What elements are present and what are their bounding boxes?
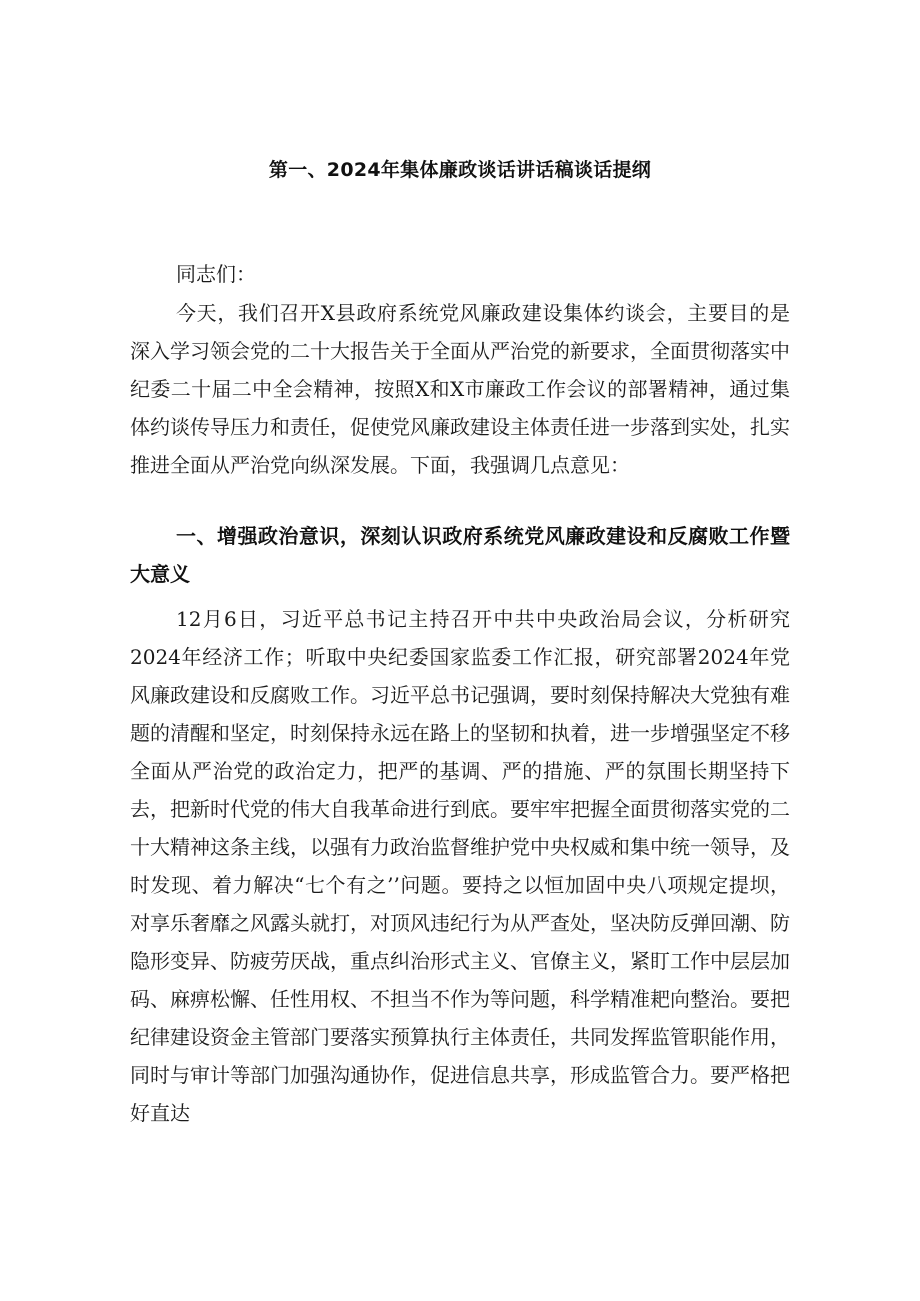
document-title: 第一、2024年集体廉政谈话讲话稿谈话提纲 xyxy=(268,159,652,181)
paragraph-opening: 今天，我们召开X县政府系统党风廉政建设集体约谈会，主要目的是深入学习领会党的二十大报告关于全面从严治党的新要求，全面贯彻落实中纪委二十届二中全会精神，按照X和X市廉政工作会议的部署精神，通过集体约谈传导压力和责任，促使党风廉政建设主体责任进一步落到实处，扎实推进全面从严治党向纵深发展。下面，我强调几点意见： xyxy=(130,301,790,477)
salutation: 同志们： xyxy=(176,262,256,286)
paragraph-body: 12月6日，习近平总书记主持召开中共中央政治局会议，分析研究2024年经济工作；听取中央纪委国家监委工作汇报，研究部署2024年党风廉政建设和反腐败工作。习近平总书记强调，要时刻保持解决大党独有难题的清醒和坚定，时刻保持永远在路上的坚韧和执着，进一步增强坚定不移全面从严治党的政治定力，把严的基调、严的措施、严的氛围长期坚持下去，把新时代党的伟大自我革命进行到底。要牢牢把握全面贯彻落实党的二十大精神这条主线，以强有力政治监督维护党中央权威和集中统一领导，及时发现、着力解决“七个有之’’问题。要持之以恒加固中央八项规定提坝，对享乐奢靡之风露头就打，对顶风违纪行为从严查处，坚决防反弹回潮、防隐形变异、防疲劳厌战，重点纠治形式主义、官僚主义，紧盯工作中层层加码、麻痹松懈、任性用权、不担当不作为等问题，科学精准耙向整治。要把纪律建设资金主管部门要落实预算执行主体责任，共同发挥监管职能作用，同时与审计等部门加强沟通协作，促进信息共享，形成监管合力。要严格把好直达 xyxy=(130,607,790,1125)
section-heading: 一、增强政治意识，深刻认识政府系统党风廉政建设和反腐败工作暨大意义 xyxy=(130,524,790,586)
